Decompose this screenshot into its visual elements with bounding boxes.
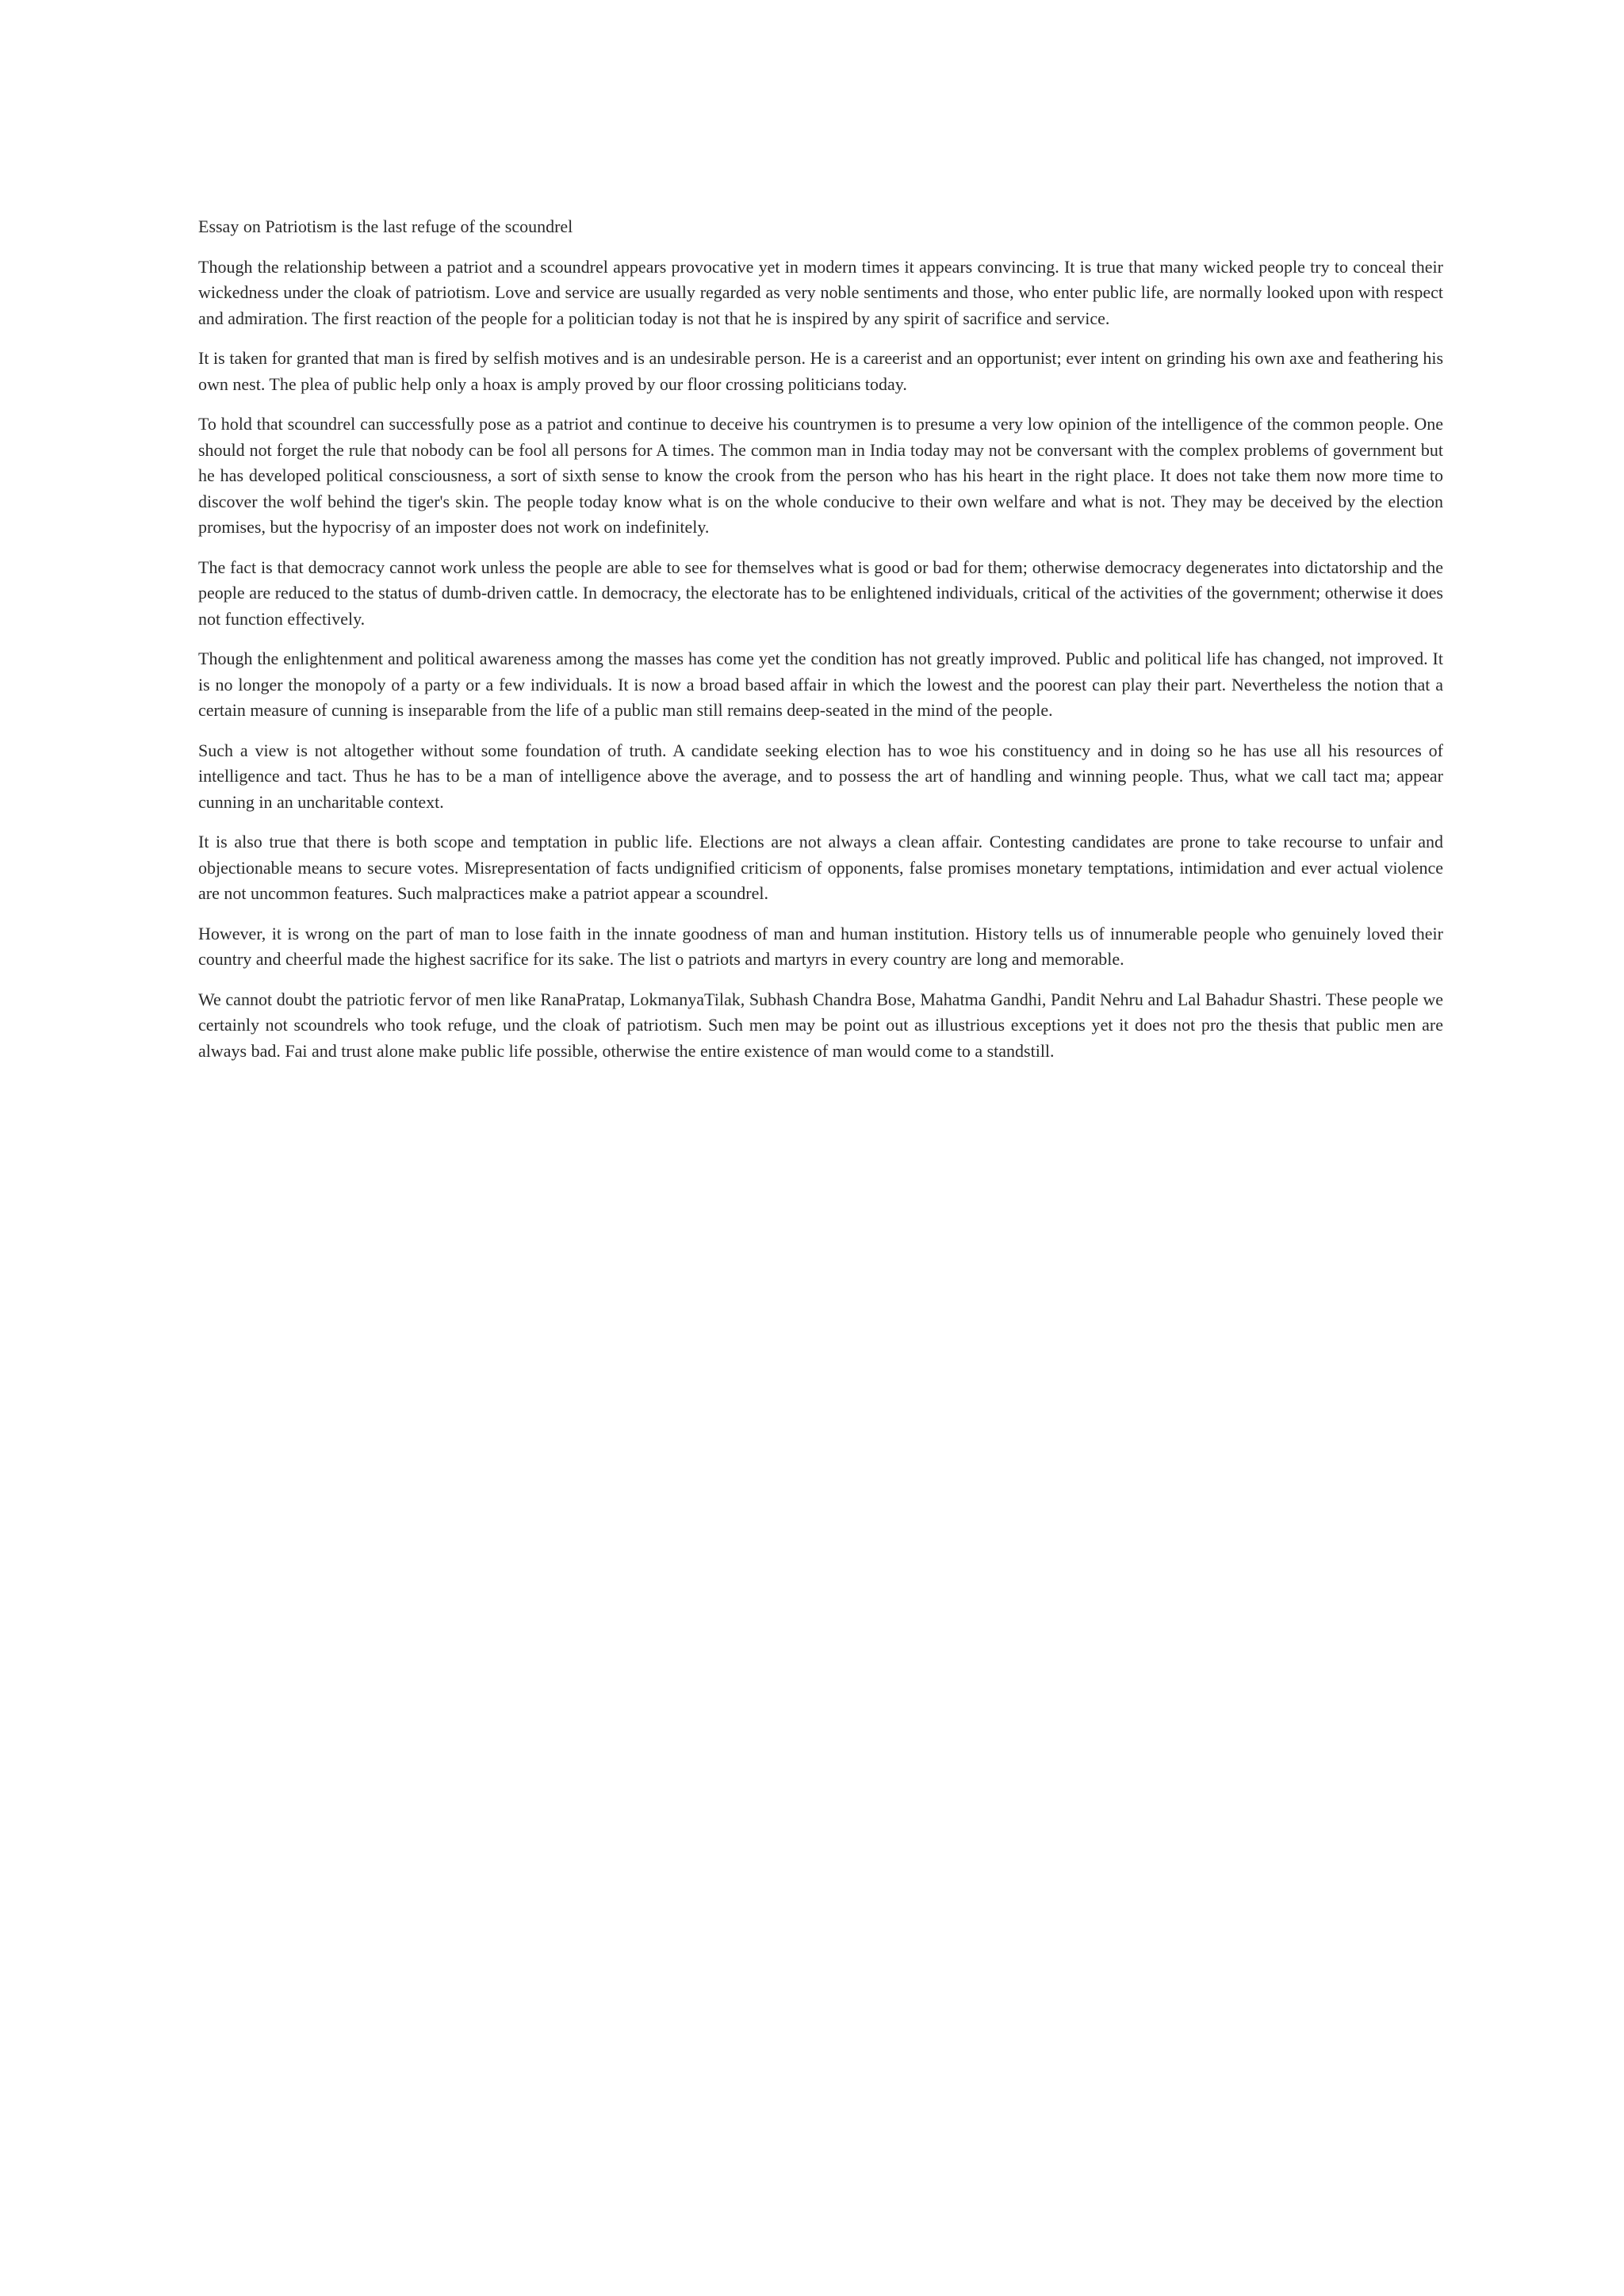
paragraph-3: To hold that scoundrel can successfully pose as a patriot and continue to deceive his countrymen is to presume a very low opinion of the intelligence of the common people. One should not forget the rule that nobody can be fool all persons for A times. The common man in India today may not be conversant with the complex problems of government but he has developed political consciousness, a sort of sixth sense to know the crook from the person who has his heart in the right place. It does not take them now more time to discover the wolf behind the tiger's skin. The people today know what is on the whole conducive to their own welfare and what is not. They may be deceived by the election promises, but the hypocrisy of an imposter does not work on indefinitely.: [198, 414, 1443, 537]
paragraph-8: However, it is wrong on the part of man to lose faith in the innate goodness of man and human institution. History tells us of innumerable people who genuinely loved their country and cheerful made the highest sacrifice for its sake. The list o patriots and martyrs in every country are long and memorable.: [198, 923, 1443, 969]
paragraph-9: We cannot doubt the patriotic fervor of men like RanaPratap, LokmanyaTilak, Subhash Chandra Bose, Mahatma Gandhi, Pandit Nehru and Lal Bahadur Shastri. These people we certainly not scoundrels who took refuge, und the cloak of patriotism. Such men may be point out as illustrious exceptions yet it does not pro the thesis that public men are always bad. Fai and trust alone make public life possible, otherwise the entire existence of man would come to a standstill.: [198, 989, 1443, 1061]
document-page: [198, 214, 1443, 1078]
paragraph-5: Though the enlightenment and political awareness among the masses has come yet the condition has not greatly improved. Public and political life has changed, not improved. It is no longer the monopoly of a party or a few individuals. It is now a broad based affair in which the lowest and the poorest can play their part. Nevertheless the notion that a certain measure of cunning is inseparable from the life of a public man still remains deep-seated in the mind of the people.: [198, 649, 1443, 720]
paragraph-4: The fact is that democracy cannot work unless the people are able to see for themselves what is good or bad for them; otherwise democracy degenerates into dictatorship and the people are reduced to the status of dumb-driven cattle. In democracy, the electorate has to be enlightened individuals, critical of the activities of the government; otherwise it does not function effectively.: [198, 557, 1443, 629]
paragraph-2: It is taken for granted that man is fired by selfish motives and is an undesirable person. He is a careerist and an opportunist; ever intent on grinding his own axe and feathering his own nest. The plea of public help only a hoax is amply proved by our floor crossing politicians today.: [198, 348, 1443, 394]
paragraph-7: It is also true that there is both scope and temptation in public life. Elections are not always a clean affair. Contesting candidates are prone to take recourse to unfair and objectionable means to secure votes. Misrepresentation of facts undignified criticism of opponents, false promises monetary temptations, intimidation and ever actual violence are not uncommon features. Such malpractices make a patriot appear a scoundrel.: [198, 832, 1443, 903]
paragraph-6: Such a view is not altogether without some foundation of truth. A candidate seeking election has to woe his constituency and in doing so he has use all his resources of intelligence and tact. Thus he has to be a man of intelligence above the average, and to possess the art of handling and winning people. Thus, what we call tact ma; appear cunning in an uncharitable context.: [198, 740, 1443, 812]
paragraph-1: Though the relationship between a patriot and a scoundrel appears provocative yet in modern times it appears convincing. It is true that many wicked people try to conceal their wickedness under the cloak of patriotism. Love and service are usually regarded as very noble sentiments and those, who enter public life, are normally looked upon with respect and admiration. The first reaction of the people for a politician today is not that he is inspired by any spirit of sacrifice and service.: [198, 256, 1443, 328]
document-title: Essay on Patriotism is the last refuge of the scoundrel: [198, 216, 573, 236]
